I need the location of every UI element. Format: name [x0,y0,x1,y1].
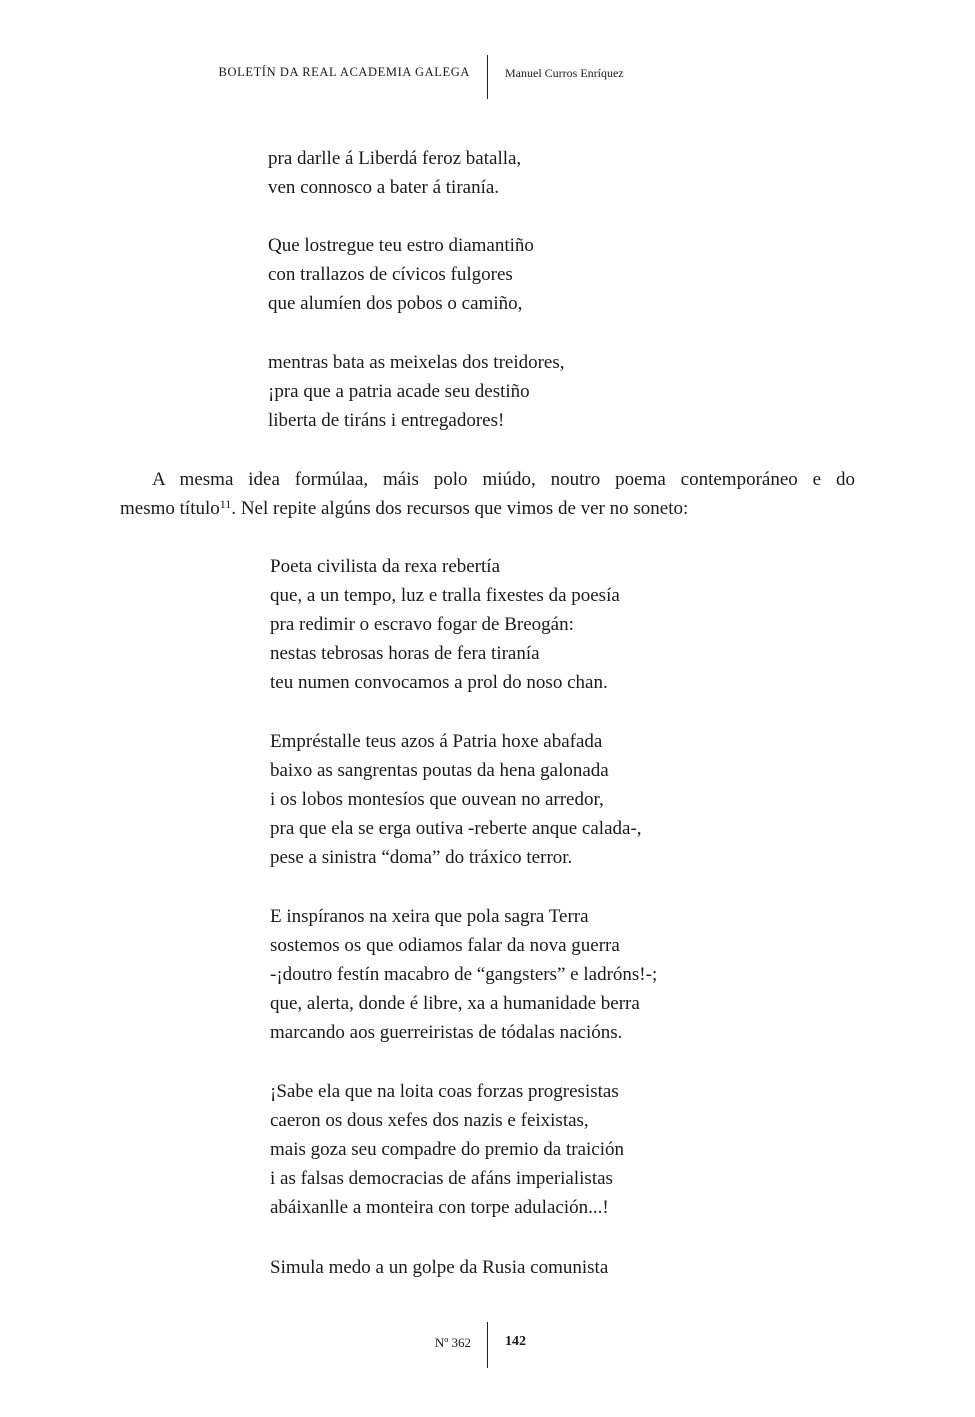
verse-line: pra que ela se erga outiva -reberte anque calada-, [270,818,642,839]
verse-line: ¡Sabe ela que na loita coas forzas progresistas [270,1081,619,1102]
paragraph-line: A mesma idea formúlaa, máis polo miúdo, noutro poema contemporáneo e do [152,469,855,490]
verse-line: liberta de tiráns i entregadores! [268,410,505,431]
verse-line: pese a sinistra “doma” do tráxico terror. [270,847,573,868]
paragraph-line [120,494,855,523]
verse-line: i os lobos montesíos que ouvean no arredor, [270,789,604,810]
body-paragraph [120,465,855,523]
verse-line: que, a un tempo, luz e tralla fixestes da poesía [270,585,620,606]
verse-line: ven connosco a bater á tiranía. [268,177,500,198]
verse-line: ¡pra que a patria acade seu destiño [268,381,530,402]
verse-line: sostemos os que odiamos falar da nova guerra [270,935,620,956]
verse-line: i as falsas democracias de afáns imperialistas [270,1168,613,1189]
poem1-stanza-2 [268,231,534,318]
poem1-stanza-1 [268,144,521,202]
verse-line: abáixanlle a monteira con torpe adulación...! [270,1197,609,1218]
verse-line: Poeta civilista da rexa rebertía [270,556,501,577]
verse-line: caeron os dous xefes dos nazis e feixistas, [270,1110,589,1131]
verse-line: Empréstalle teus azos á Patria hoxe abafada [270,731,603,752]
verse-line: que, alerta, donde é libre, xa a humanidade berra [270,993,640,1014]
verse-line: -¡doutro festín macabro de “gangsters” e ladróns!-; [270,964,658,985]
poem2-stanza-2 [270,727,642,872]
verse-line: nestas tebrosas horas de fera tiranía [270,643,540,664]
poem2-stanza-3 [270,902,657,1047]
verse-line: marcando aos guerreiristas de tódalas nacións. [270,1022,623,1043]
verse-line: que alumíen dos pobos o camiño, [268,293,523,314]
verse-line: baixo as sangrentas poutas da hena galonada [270,760,609,781]
verse-line: teu numen convocamos a prol do noso chan. [270,672,608,693]
poem2-stanza-5 [270,1253,608,1282]
article-author: Manuel Curros Enríquez [505,66,624,80]
paragraph-text: . Nel repite algúns dos recursos que vimos de ver no soneto: [231,498,689,519]
footnote-reference[interactable]: 11 [219,497,232,511]
verse-line: Que lostregue teu estro diamantiño [268,235,534,256]
poem2-stanza-4 [270,1077,624,1222]
verse-line: con trallazos de cívicos fulgores [268,264,513,285]
paragraph-text: mesmo título [120,498,220,519]
poem2-stanza-1 [270,552,620,697]
page-number: 142 [505,1334,526,1349]
journal-title: BOLETÍN DA REAL ACADEMIA GALEGA [218,65,470,79]
verse-line: pra darlle á Liberdá feroz batalla, [268,148,522,169]
footer-divider [487,1322,488,1368]
verse-line: Simula medo a un golpe da Rusia comunista [270,1257,609,1278]
issue-number: Nº 362 [434,1335,471,1350]
header-divider [487,55,488,99]
verse-line: E inspíranos na xeira que pola sagra Terra [270,906,589,927]
verse-line: mentras bata as meixelas dos treidores, [268,352,565,373]
verse-line: pra redimir o escravo fogar de Breogán: [270,614,574,635]
verse-line: mais goza seu compadre do premio da traición [270,1139,625,1160]
poem1-stanza-3 [268,348,565,435]
